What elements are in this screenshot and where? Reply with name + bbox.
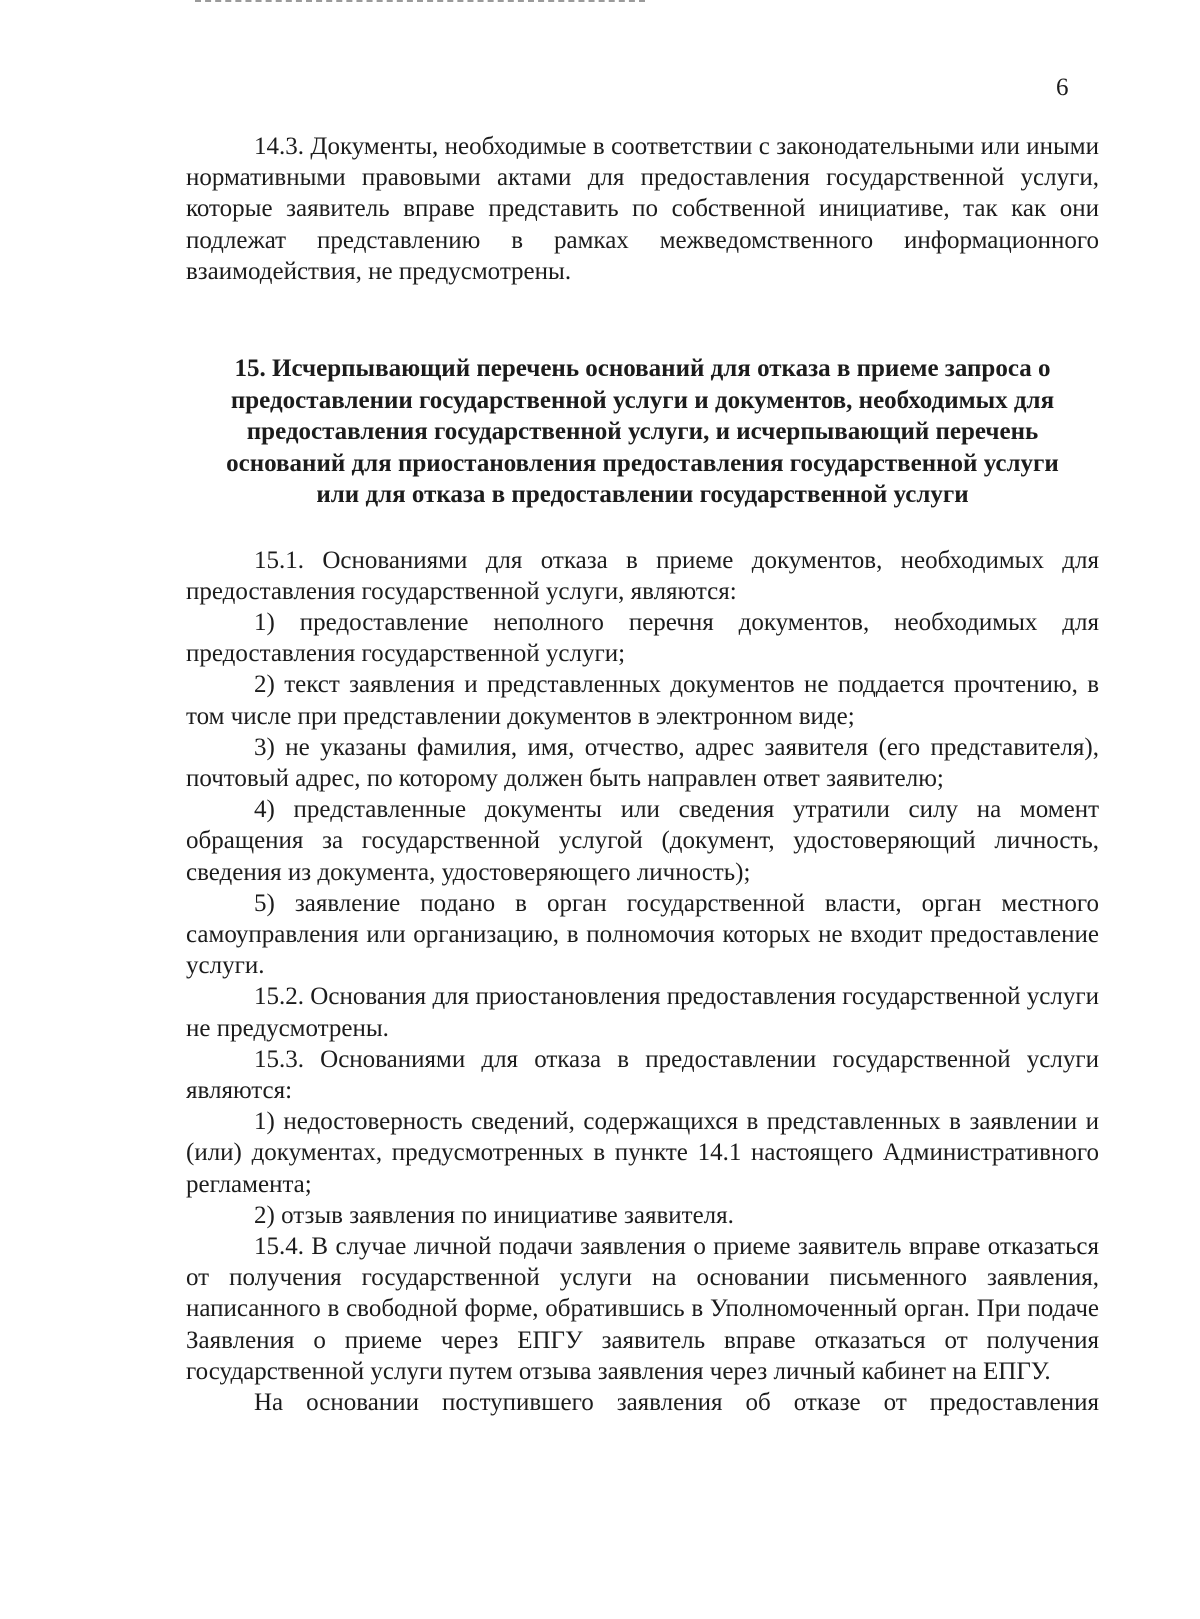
paragraph-15-3-item-1: 1) недостоверность сведений, содержащихся в представленных в заявлении и (или) документах, предусмотренных в пункте 14.1 настоящего Административного регламента; [186,1108,1099,1198]
paragraph-15-1: 15.1. Основаниями для отказа в приеме документов, необходимых для предоставления государственной услуги, являются: [186,546,1099,605]
page-number: 6 [1056,74,1069,101]
paragraph-continued: На основании поступившего заявления об отказе от предоставления [254,1389,1099,1416]
paragraph-15-2: 15.2. Основания для приостановления предоставления государственной услуги не предусмотрены. [186,983,1099,1042]
paragraph-15-1-item-1: 1) предоставление неполного перечня документов, необходимых для предоставления государственной услуги; [186,608,1099,668]
section-15-heading: 15. Исчерпывающий перечень оснований для отказа в приеме запроса о предоставлении государственной услуги и документов, необходимых для предоставления государственной услуги, и исчерпывающий перечень оснований для приостановления предоставления государственной услуги или для отказа в предоставлении государственной услуги [226,355,1059,509]
paragraph-15-1-item-5: 5) заявление подано в орган государственной власти, орган местного самоуправления или организацию, в полномочия которых не входит предоставление услуги. [186,889,1099,980]
paragraph-14-3: 14.3. Документы, необходимые в соответствии с законодательными или иными нормативными правовыми актами для предоставления государственной услуги, которые заявитель вправе представить по собственной инициативе, так как они подлежат представлению в рамках межведомственного информационного взаимодействия, не предусмотрены. [186,133,1099,285]
document-page [186,131,1099,1418]
scan-top-rule [195,0,645,2]
paragraph-15-4: 15.4. В случае личной подачи заявления о приеме заявитель вправе отказаться от получения государственной услуги на основании письменного заявления, написанного в свободной форме, обратившись в Уполномоченный орган. При подаче Заявления о приеме через ЕПГУ заявитель вправе отказаться от получения государственной услуги путем отзыва заявления через личный кабинет на ЕПГУ. [186,1232,1099,1385]
paragraph-15-1-item-4: 4) представленные документы или сведения утратили силу на момент обращения за государственной услугой (документ, удостоверяющий личность, сведения из документа, удостоверяющего личность); [186,796,1099,886]
paragraph-15-1-item-2: 2) текст заявления и представленных документов не поддается прочтению, в том числе при представлении документов в электронном виде; [186,671,1099,730]
paragraph-15-3-item-2: 2) отзыв заявления по инициативе заявителя. [254,1201,734,1229]
paragraph-15-1-item-3: 3) не указаны фамилия, имя, отчество, адрес заявителя (его представителя), почтовый адрес, по которому должен быть направлен ответ заявителю; [186,733,1099,792]
paragraph-15-3: 15.3. Основаниями для отказа в предоставлении государственной услуги являются: [186,1045,1099,1104]
